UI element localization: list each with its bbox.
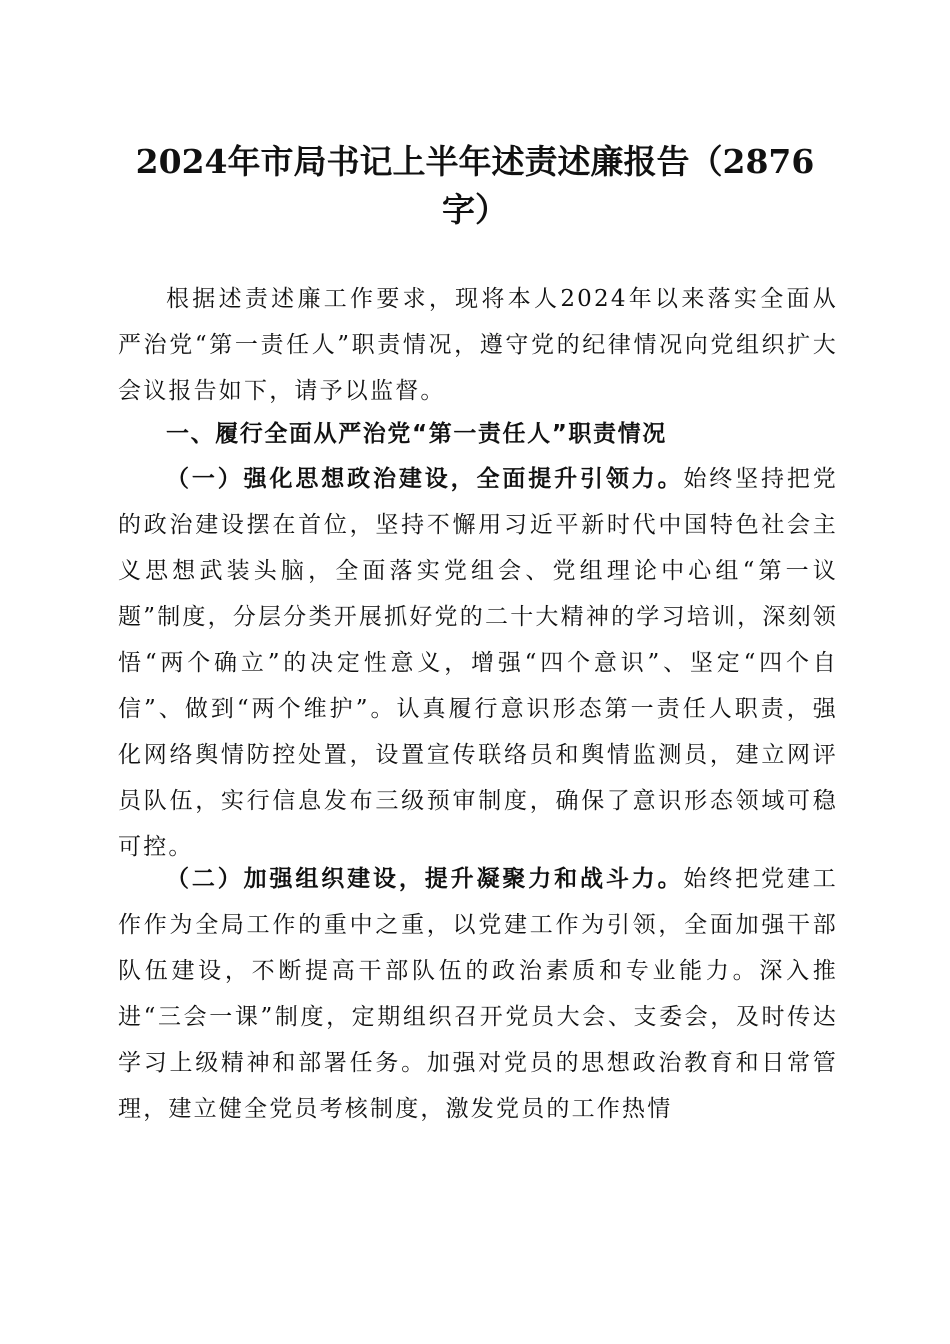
title-line-1: 2024年市局书记上半年述责述廉报告（2876 bbox=[135, 142, 815, 181]
document-title bbox=[100, 138, 850, 234]
section-heading: 一、履行全面从严治党“第一责任人”职责情况 bbox=[166, 421, 667, 447]
paragraph-two-lead: （二）加强组织建设，提升凝聚力和战斗力。 bbox=[166, 865, 684, 892]
paragraph-one-lead: （一）强化思想政治建设，全面提升引领力。 bbox=[166, 465, 684, 492]
paragraph-two bbox=[118, 856, 838, 1132]
paragraph-one bbox=[118, 456, 838, 870]
intro-paragraph: 根据述责述廉工作要求，现将本人2024年以来落实全面从严治党“第一责任人”职责情况，遵守党的纪律情况向党组织扩大会议报告如下，请予以监督。 bbox=[118, 286, 838, 404]
title-line-2: 字） bbox=[442, 190, 508, 229]
paragraph-one-body: 始终坚持把党的政治建设摆在首位，坚持不懈用习近平新时代中国特色社会主义思想武装头脑，全面落实党组会、党组理论中心组“第一议题”制度，分层分类开展抓好党的二十大精神的学习培训，深刻领悟“两个确立”的决定性意义，增强“四个意识”、坚定“四个自信”、做到“两个维护”。认真履行意识形态第一责任人职责，强化网络舆情防控处置，设置宣传联络员和舆情监测员，建立网评员队伍，实行信息发布三级预审制度，确保了意识形态领域可稳可控。 bbox=[118, 466, 838, 860]
paragraph-two-body: 始终把党建工作作为全局工作的重中之重，以党建工作为引领，全面加强干部队伍建设，不断提高干部队伍的政治素质和专业能力。深入推进“三会一课”制度，定期组织召开党员大会、支委会，及时传达学习上级精神和部署任务。加强对党员的思想政治教育和日常管理，建立健全党员考核制度，激发党员的工作热情 bbox=[118, 866, 838, 1122]
